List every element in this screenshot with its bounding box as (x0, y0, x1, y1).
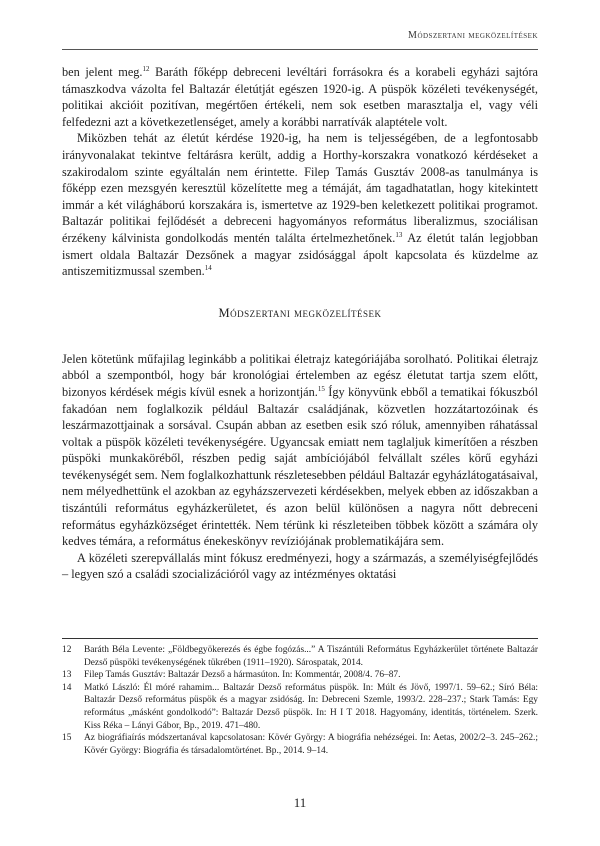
running-head: Módszertani megközelítések (408, 30, 538, 41)
page-number: 11 (293, 795, 307, 810)
footnotes (62, 644, 538, 757)
footnote: 13 Filep Tamás Gusztáv: Baltazár Dezső a hármasúton. In: Kommentár, 2008/4. 76–87. (62, 670, 401, 681)
footnote: 14 Matkó László: Él móré rahamim... Baltazár Dezső református püspök. In: Múlt és Jövő, 1997/1. 59–62.; Síró Béla: Baltazár Dezső református püspök és a magyar zsidóság. In: Debreceni Szemle, 1993/2. 228–237.; Stark Tamás: Egy református „másként gondolkodó”: Baltazár Dezső püspök. In: H I T 2018. Hagyomány, identitás, történelem. Szerk. Kiss Réka – Lányi Gábor, Bp., 2019. 471–480. (62, 682, 538, 731)
footnote: 15 Az biográfiaírás módszertanával kapcsolatosan: Kövér György: A biográfia nehézségei. In: Aetas, 2002/2–3. 245–262.; Kövér György: Biográfia és társadalomtörténet. Bp., 2014. 9–14. (62, 733, 538, 756)
footnote-ref: 12 (142, 65, 150, 73)
paragraph: ben jelent meg.$^{12}$ Baráth főképp debreceni levéltári forrásokra és a korabeli egyházi sajtóra támaszkodva vázolta fel Baltazár életútját egészen 1920-ig. A püspök közéleti tevékenységét, politikai akcióit pozitívan, megértően értékeli, nem sok esetben marasztalja el, vagy véli felfedezni azt a következetlenséget, amely a korábbi narratívák alaptétele volt. (62, 65, 538, 129)
section-title: Módszertani megközelítések (218, 305, 382, 320)
header-rule (62, 49, 538, 50)
paragraph: Jelen kötetünk műfajilag leginkább a politikai életrajz kategóriájába sorolható. Politikai életrajz abból a szempontból, hogy bár kronológiai értelemben az egész életutat tartja szem előtt, bizonyos kérdések mégis kívül esnek a horizontján.$^{15}$ Így könyvünk ebből a tematikai fókuszból fakadóan nem foglalkozik például Baltazár családjának, közvetlen hozzátartozóinak és leszármazottjainak a sorsával. Csupán abban az esetben esik szó róluk, amennyiben ráhatással voltak a püspök közéleti tevékenységére. Ugyancsak emiatt nem taglaljuk kimerítően a részben püspöki munkaköréből, részben pedig saját ambíciójából felvállalt széles körű egyházi tevékenységét sem. Nem foglalkozhattunk részletesebben például Baltazár egyházlátogatásaival, nem mélyedhettünk el azokban az egyházszervezeti kérdésekben, melyek ebben az időszakban a tiszántúli református egyházkerületet, és azon belül különösen a nagyra nőtt debreceni református egyházközséget érintették. Nem térünk ki részleteiben többek között a számára oly kedves témára, a református énekeskönyv revíziójának problematikájára sem. (62, 351, 538, 549)
footnote-ref: 14 (204, 264, 212, 273)
footnote-ref: 15 (317, 384, 325, 393)
body-text (62, 64, 538, 583)
paragraph: A közéleti szerepvállalás mint fókusz eredményezi, hogy a származás, a személyiségfejlődés – legyen szó a családi szocializációról vagy az intézményes oktatási (62, 550, 538, 582)
footnote-rule (62, 638, 538, 639)
footnote: 12 Baráth Béla Levente: „Földbegyökerezés és égbe fogózás...” A Tiszántúli Református Egyházkerület története Baltazár Dezső püspöki tevékenységének tükrében (1911–1920). Sárospatak, 2014. (62, 645, 538, 668)
footnote-ref: 13 (395, 230, 403, 239)
paragraph: Miközben tehát az életút kérdése 1920-ig, ha nem is teljességében, de a legfontosabb irányvonalakat tekintve feltárásra került, addig a Horthy-korszakra vonatkozó kérdéseket a szakirodalom szinte egyáltalán nem érintette. Filep Tamás Gusztáv 2008-as tanulmánya is főképp ezen mezsgyén keresztül közelítette meg a témáját, ám tagadhatatlan, hogy kitekintett immár a két világháború korszakára is, ismertetve az 1929-ben keletkezett politikai programot. Baltazár politikai fejlődését a debreceni hagyományos református liberalizmus, szociálisan érzékeny kálvinista gondolkodás mentén találta értelmezhetőnek.$^{13}$ Az életút talán legjobban ismert oldala Baltazár Dezsőnek a magyar zsidósággal ápolt kapcsolata és küzdelme az antiszemitizmussal szemben.$^{14}$ (62, 131, 538, 279)
